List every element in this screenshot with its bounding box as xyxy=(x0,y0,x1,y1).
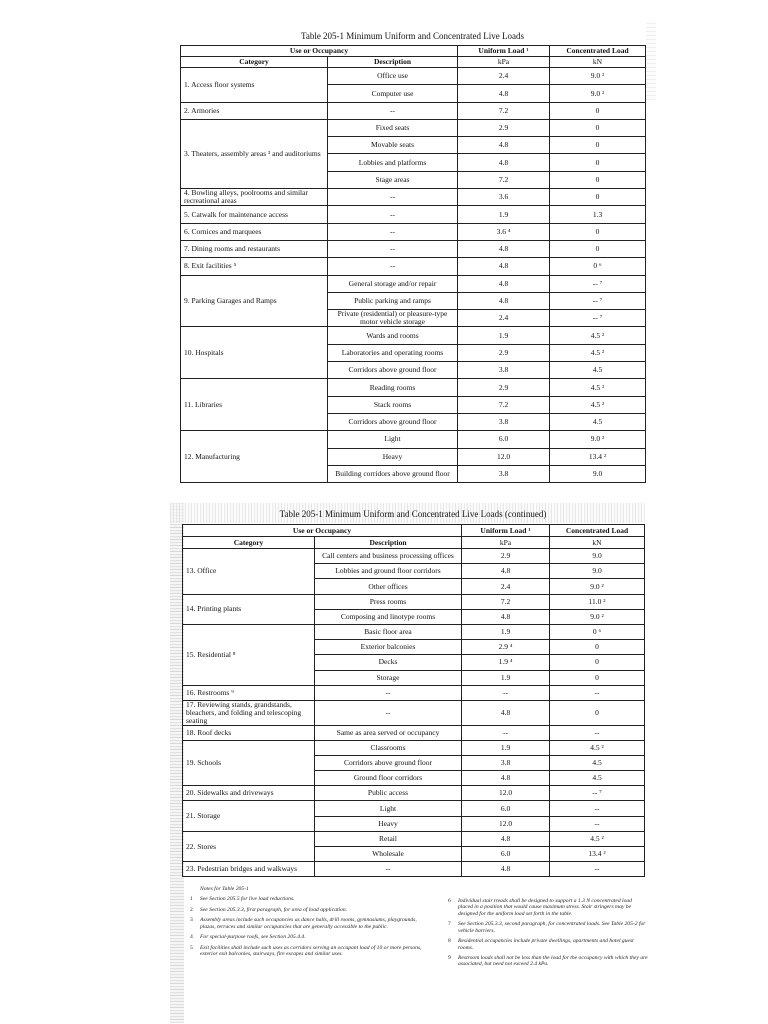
description-cell: Decks xyxy=(315,655,462,670)
category-cell: 18. Roof decks xyxy=(183,725,315,740)
uniform-load-cell: 4.8 xyxy=(458,258,550,275)
note-item xyxy=(190,934,425,940)
header-use-occupancy: Use or Occupancy xyxy=(183,525,462,537)
table-row xyxy=(181,206,646,223)
live-load-table-part2 xyxy=(182,524,645,877)
concentrated-load-cell: 9.0 ² xyxy=(550,68,646,85)
header-use-occupancy: Use or Occupancy xyxy=(181,46,458,57)
scan-artifact-right xyxy=(646,20,656,100)
uniform-load-cell: 4.8 xyxy=(462,831,550,846)
uniform-load-cell: 2.9 xyxy=(458,344,550,361)
unit-uniform: kPa xyxy=(462,537,550,549)
table-header-row xyxy=(183,525,645,537)
description-cell: Laboratories and operating rooms xyxy=(328,344,458,361)
notes-heading: Notes for Table 205-1 xyxy=(200,886,249,892)
concentrated-load-cell: 4.5 ² xyxy=(550,344,646,361)
uniform-load-cell: 3.8 xyxy=(458,413,550,430)
note-text: Exit facilities shall include such uses as corridors serving an occupant load of 10 or more persons, exterior exit balconies, stairways, fire escapes and similar uses. xyxy=(200,944,422,957)
uniform-load-cell: -- xyxy=(462,685,550,700)
concentrated-load-cell: 4.5 xyxy=(550,362,646,379)
note-item xyxy=(448,898,648,917)
description-cell: Corridors above ground floor xyxy=(328,362,458,379)
concentrated-load-cell: 4.5 ² xyxy=(550,327,646,344)
uniform-load-cell: 2.4 xyxy=(462,579,550,594)
description-cell: Press rooms xyxy=(315,594,462,609)
category-cell: 13. Office xyxy=(183,549,315,595)
uniform-load-cell: 1.9 xyxy=(462,624,550,639)
description-cell: Stage areas xyxy=(328,171,458,188)
concentrated-load-cell: -- ⁷ xyxy=(550,292,646,309)
table-row xyxy=(183,831,645,846)
category-cell: 16. Restrooms ⁹ xyxy=(183,685,315,700)
table-subheader-row xyxy=(181,57,646,68)
description-cell: -- xyxy=(328,102,458,119)
table-row xyxy=(181,431,646,448)
table-row xyxy=(181,68,646,85)
table-row xyxy=(183,801,645,816)
table-row xyxy=(183,549,645,564)
uniform-load-cell: 6.0 xyxy=(462,801,550,816)
uniform-load-cell: 7.2 xyxy=(458,396,550,413)
concentrated-load-cell: 4.5 xyxy=(550,771,645,786)
description-cell: Movable seats xyxy=(328,137,458,154)
description-cell: Retail xyxy=(315,831,462,846)
description-cell: Corridors above ground floor xyxy=(315,755,462,770)
concentrated-load-cell: 0 xyxy=(550,119,646,136)
note-text: Assembly areas include such occupancies as dance halls, drill rooms, gymnasiums, playgrounds, plazas, terraces and similar occupancies that are generally accessible to the public. xyxy=(200,917,417,930)
uniform-load-cell: 1.9 xyxy=(462,740,550,755)
concentrated-load-cell: 0 xyxy=(550,700,645,725)
uniform-load-cell: 1.9 xyxy=(458,206,550,223)
category-cell: 15. Residential ⁸ xyxy=(183,624,315,685)
uniform-load-cell: 7.2 xyxy=(458,171,550,188)
description-cell: -- xyxy=(328,206,458,223)
uniform-load-cell: 2.9 xyxy=(458,119,550,136)
note-text: Individual stair treads shall be designed to support a 1.3 N concentrated load placed in a position that would cause maximum stress. Stair stringers may be designed for the uniform load set forth in the table. xyxy=(458,898,632,917)
note-item xyxy=(190,896,425,902)
table-row xyxy=(183,786,645,801)
uniform-load-cell: 6.0 xyxy=(462,847,550,862)
concentrated-load-cell: 0 xyxy=(550,154,646,171)
concentrated-load-cell: 9.0 ² xyxy=(550,85,646,102)
note-item xyxy=(190,945,425,958)
table-row xyxy=(181,327,646,344)
table1-title: Table 205-1 Minimum Uniform and Concentrated Live Loads xyxy=(300,31,525,41)
uniform-load-cell: 4.8 xyxy=(462,609,550,624)
note-number: 5 xyxy=(190,944,193,951)
table-row xyxy=(181,275,646,292)
uniform-load-cell: 4.8 xyxy=(462,771,550,786)
uniform-load-cell: 7.2 xyxy=(462,594,550,609)
uniform-load-cell: 1.9 xyxy=(458,327,550,344)
description-cell: Corridors above ground floor xyxy=(328,413,458,430)
description-cell: -- xyxy=(328,189,458,206)
header-concentrated-load: Concentrated Load xyxy=(550,46,646,57)
concentrated-load-cell: 11.0 ² xyxy=(550,594,645,609)
concentrated-load-cell: 4.5 xyxy=(550,755,645,770)
concentrated-load-cell: -- xyxy=(550,725,645,740)
concentrated-load-cell: 9.0 ² xyxy=(550,609,645,624)
concentrated-load-cell: 0 ⁶ xyxy=(550,624,645,639)
note-number: 1 xyxy=(190,896,193,903)
table-row xyxy=(181,223,646,240)
note-item xyxy=(190,907,425,913)
description-cell: Public access xyxy=(315,786,462,801)
category-cell: 8. Exit facilities ⁵ xyxy=(181,258,328,275)
note-item xyxy=(190,917,425,930)
table-row xyxy=(181,119,646,136)
description-cell: Stack rooms xyxy=(328,396,458,413)
category-cell: 21. Storage xyxy=(183,801,315,831)
note-number: 7 xyxy=(448,921,451,928)
concentrated-load-cell: 0 xyxy=(550,102,646,119)
concentrated-load-cell: 0 xyxy=(550,223,646,240)
concentrated-load-cell: -- xyxy=(550,801,645,816)
uniform-load-cell: 4.8 xyxy=(458,275,550,292)
concentrated-load-cell: -- ⁷ xyxy=(550,786,645,801)
description-cell: Wholesale xyxy=(315,847,462,862)
concentrated-load-cell: 9.0 ² xyxy=(550,579,645,594)
concentrated-load-cell: 0 ⁶ xyxy=(550,258,646,275)
concentrated-load-cell: 0 xyxy=(550,189,646,206)
concentrated-load-cell: -- xyxy=(550,816,645,831)
table-row xyxy=(181,379,646,396)
category-cell: 4. Bowling alleys, poolrooms and similar recreational areas xyxy=(181,189,328,206)
concentrated-load-cell: 0 xyxy=(550,240,646,257)
concentrated-load-cell: -- ⁷ xyxy=(550,310,646,327)
note-item xyxy=(448,921,648,934)
table-row xyxy=(183,725,645,740)
description-cell: -- xyxy=(328,223,458,240)
category-cell: 20. Sidewalks and driveways xyxy=(183,786,315,801)
note-number: 9 xyxy=(448,954,451,961)
uniform-load-cell: 2.4 xyxy=(458,310,550,327)
table-row xyxy=(183,624,645,639)
category-cell: 3. Theaters, assembly areas ³ and auditoriums xyxy=(181,119,328,188)
note-number: 3 xyxy=(190,917,193,924)
header-concentrated-load: Concentrated Load xyxy=(550,525,645,537)
note-item xyxy=(448,938,648,951)
table-row xyxy=(183,862,645,877)
notes-left-list xyxy=(190,896,425,957)
table-row xyxy=(181,189,646,206)
concentrated-load-cell: -- ⁷ xyxy=(550,275,646,292)
table-row xyxy=(183,700,645,725)
unit-concentrated: kN xyxy=(550,57,646,68)
uniform-load-cell: 12.0 xyxy=(458,448,550,465)
note-number: 6 xyxy=(448,898,451,904)
uniform-load-cell: 4.8 xyxy=(458,292,550,309)
concentrated-load-cell: 9.0 xyxy=(550,465,646,482)
concentrated-load-cell: -- xyxy=(550,862,645,877)
note-text: See Section 205.3.3, first paragraph, for area of load application. xyxy=(200,906,348,913)
table2-title: Table 205-1 Minimum Uniform and Concentrated Live Loads (continued) xyxy=(279,509,547,519)
concentrated-load-cell: 0 xyxy=(550,670,645,685)
description-cell: Storage xyxy=(315,670,462,685)
description-cell: Ground floor corridors xyxy=(315,771,462,786)
concentrated-load-cell: 13.4 ² xyxy=(550,448,646,465)
category-cell: 9. Parking Garages and Ramps xyxy=(181,275,328,327)
uniform-load-cell: 3.6 ⁴ xyxy=(458,223,550,240)
description-cell: Classrooms xyxy=(315,740,462,755)
uniform-load-cell: 3.6 xyxy=(458,189,550,206)
note-item xyxy=(448,955,648,968)
live-load-table-part1 xyxy=(180,45,646,483)
description-cell: General storage and/or repair xyxy=(328,275,458,292)
table-subheader-row xyxy=(183,537,645,549)
description-cell: Basic floor area xyxy=(315,624,462,639)
uniform-load-cell: 4.8 xyxy=(458,85,550,102)
notes-left xyxy=(190,886,425,961)
concentrated-load-cell: 9.0 xyxy=(550,564,645,579)
concentrated-load-cell: 4.5 ² xyxy=(550,740,645,755)
category-cell: 23. Pedestrian bridges and walkways xyxy=(183,862,315,877)
uniform-load-cell: 4.8 xyxy=(458,137,550,154)
description-cell: Fixed seats xyxy=(328,119,458,136)
uniform-load-cell: 2.9 ⁴ xyxy=(462,640,550,655)
description-cell: Building corridors above ground floor xyxy=(328,465,458,482)
concentrated-load-cell: 0 xyxy=(550,655,645,670)
table-row xyxy=(183,594,645,609)
header-uniform-load: Uniform Load ¹ xyxy=(458,46,550,57)
description-cell: Private (residential) or pleasure-type motor vehicle storage xyxy=(328,310,458,327)
description-cell: Same as area served or occupancy xyxy=(315,725,462,740)
uniform-load-cell: 4.8 xyxy=(458,240,550,257)
description-cell: Heavy xyxy=(328,448,458,465)
concentrated-load-cell: 0 xyxy=(550,137,646,154)
notes-right xyxy=(448,898,648,972)
table-row xyxy=(181,240,646,257)
concentrated-load-cell: 1.3 xyxy=(550,206,646,223)
description-cell: Public parking and ramps xyxy=(328,292,458,309)
header-category: Category xyxy=(183,537,315,549)
table-row xyxy=(181,258,646,275)
note-number: 8 xyxy=(448,938,451,945)
table-header-row xyxy=(181,46,646,57)
uniform-load-cell: 4.8 xyxy=(462,700,550,725)
uniform-load-cell: 6.0 xyxy=(458,431,550,448)
uniform-load-cell: 7.2 xyxy=(458,102,550,119)
uniform-load-cell: 12.0 xyxy=(462,816,550,831)
uniform-load-cell: 12.0 xyxy=(462,786,550,801)
description-cell: Office use xyxy=(328,68,458,85)
description-cell: Wards and rooms xyxy=(328,327,458,344)
unit-uniform: kPa xyxy=(458,57,550,68)
uniform-load-cell: 3.8 xyxy=(458,362,550,379)
table-row xyxy=(183,685,645,700)
uniform-load-cell: 1.9 ⁴ xyxy=(462,655,550,670)
description-cell: Exterior balconies xyxy=(315,640,462,655)
uniform-load-cell: 4.8 xyxy=(462,862,550,877)
uniform-load-cell: 2.9 xyxy=(458,379,550,396)
category-cell: 1. Access floor systems xyxy=(181,68,328,103)
uniform-load-cell: 2.4 xyxy=(458,68,550,85)
description-cell: Composing and linotype rooms xyxy=(315,609,462,624)
header-description: Description xyxy=(315,537,462,549)
uniform-load-cell: 4.8 xyxy=(462,564,550,579)
description-cell: Light xyxy=(315,801,462,816)
header-uniform-load: Uniform Load ¹ xyxy=(462,525,550,537)
concentrated-load-cell: 9.0 ² xyxy=(550,431,646,448)
concentrated-load-cell: 4.5 ² xyxy=(550,831,645,846)
category-cell: 10. Hospitals xyxy=(181,327,328,379)
unit-concentrated: kN xyxy=(550,537,645,549)
concentrated-load-cell: 4.5 xyxy=(550,413,646,430)
note-number: 4 xyxy=(190,934,193,941)
note-text: Residential occupancies include private dwellings, apartments and hotel guest rooms. xyxy=(458,938,634,951)
description-cell: Computer use xyxy=(328,85,458,102)
description-cell: Light xyxy=(328,431,458,448)
uniform-load-cell: 3.8 xyxy=(458,465,550,482)
description-cell: Lobbies and platforms xyxy=(328,154,458,171)
uniform-load-cell: 4.8 xyxy=(458,154,550,171)
category-cell: 2. Armories xyxy=(181,102,328,119)
description-cell: -- xyxy=(315,862,462,877)
note-text: See Section 205.5 for live load reductions. xyxy=(200,896,295,903)
concentrated-load-cell: -- xyxy=(550,685,645,700)
description-cell: Call centers and business processing offices xyxy=(315,549,462,564)
category-cell: 22. Stores xyxy=(183,831,315,861)
description-cell: Reading rooms xyxy=(328,379,458,396)
header-description: Description xyxy=(328,57,458,68)
notes-right-list xyxy=(448,898,648,968)
category-cell: 14. Printing plants xyxy=(183,594,315,624)
uniform-load-cell: 2.9 xyxy=(462,549,550,564)
header-category: Category xyxy=(181,57,328,68)
concentrated-load-cell: 0 xyxy=(550,640,645,655)
description-cell: -- xyxy=(328,258,458,275)
category-cell: 19. Schools xyxy=(183,740,315,786)
note-text: See Section 205.3.3, second paragraph, for concentrated loads. See Table 205-2 for vehicle barriers. xyxy=(458,921,646,934)
uniform-load-cell: 3.8 xyxy=(462,755,550,770)
note-number: 2 xyxy=(190,906,193,913)
uniform-load-cell: -- xyxy=(462,725,550,740)
concentrated-load-cell: 9.0 xyxy=(550,549,645,564)
category-cell: 11. Libraries xyxy=(181,379,328,431)
concentrated-load-cell: 4.5 ² xyxy=(550,379,646,396)
category-cell: 7. Dining rooms and restaurants xyxy=(181,240,328,257)
description-cell: -- xyxy=(315,700,462,725)
concentrated-load-cell: 4.5 ² xyxy=(550,396,646,413)
description-cell: Other offices xyxy=(315,579,462,594)
category-cell: 17. Reviewing stands, grandstands, bleachers, and folding and telescoping seating xyxy=(183,700,315,725)
note-text: Restroom loads shall not be less than the load for the occupancy with which they are associated, but need not exceed 2.4 kPa. xyxy=(458,954,648,968)
table-row xyxy=(183,740,645,755)
category-cell: 6. Cornices and marquees xyxy=(181,223,328,240)
description-cell: Lobbies and ground floor corridors xyxy=(315,564,462,579)
description-cell: -- xyxy=(315,685,462,700)
concentrated-load-cell: 0 xyxy=(550,171,646,188)
description-cell: Heavy xyxy=(315,816,462,831)
category-cell: 5. Catwalk for maintenance access xyxy=(181,206,328,223)
category-cell: 12. Manufacturing xyxy=(181,431,328,483)
description-cell: -- xyxy=(328,240,458,257)
note-text: For special-purpose roofs, see Section 205.4.4. xyxy=(200,934,306,941)
uniform-load-cell: 1.9 xyxy=(462,670,550,685)
concentrated-load-cell: 13.4 ² xyxy=(550,847,645,862)
table-row xyxy=(181,102,646,119)
